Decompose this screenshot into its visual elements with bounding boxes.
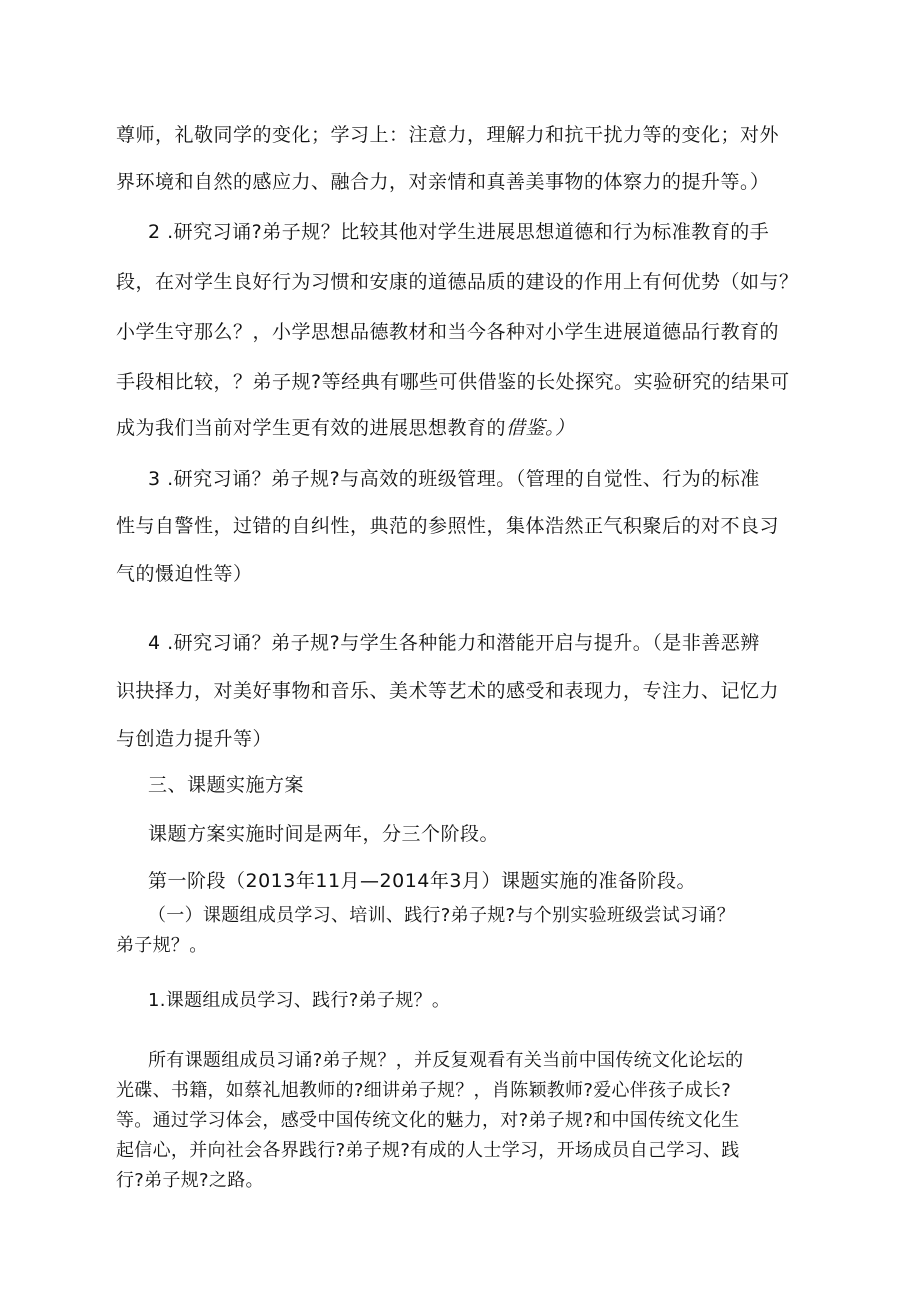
section-heading: 三、课题实施方案	[148, 774, 305, 796]
subheading-line: 1.课题组成员学习、践行?弟子规？。	[148, 990, 451, 1011]
paragraph-line: 等。通过学习体会，感受中国传统文化的魅力，对?弟子规?和中国传统文化生	[116, 1110, 740, 1131]
paragraph-line: 所有课题组成员习诵?弟子规？，并反复观看有关当前中国传统文化论坛的	[148, 1050, 744, 1071]
paragraph-line: 4 .研究习诵？弟子规?与学生各种能力和潜能开启与提升。（是非善恶辨	[148, 632, 760, 654]
paragraph-line: 课题方案实施时间是两年，分三个阶段。	[148, 823, 500, 845]
paragraph-line: 手段相比较，？弟子规?等经典有哪些可供借鉴的长处探究。实验研究的结果可	[116, 371, 790, 393]
paragraph-line: 光碟、书籍，如蔡礼旭教师的?细讲弟子规？，肖陈颖教师?爱心伴孩子成长?	[116, 1080, 732, 1101]
paragraph-line	[116, 414, 575, 442]
paragraph-line: 2 .研究习诵?弟子规？比较其他对学生进展思想道德和行为标准教育的手	[148, 221, 770, 243]
paragraph-line: 尊师，礼敬同学的变化；学习上：注意力，理解力和抗干扰力等的变化；对外	[116, 124, 780, 146]
subheading-line: （一）课题组成员学习、培训、践行?弟子规?与个别实验班级尝试习诵？	[148, 905, 736, 926]
subheading-line: 弟子规？。	[116, 935, 208, 956]
italic-text: 借鉴。）	[506, 417, 575, 439]
paragraph-line: 第一阶段（2013年11月—2014年3月）课题实施的准备阶段。	[148, 870, 696, 892]
paragraph-line: 起信心，并向社会各界践行?弟子规?有成的人士学习，开场成员自己学习、践	[116, 1140, 740, 1161]
paragraph-line: 小学生守那么？，小学思想品德教材和当今各种对小学生进展道德品行教育的	[116, 321, 780, 343]
paragraph-line: 识抉择力，对美好事物和音乐、美术等艺术的感受和表现力，专注力、记忆力	[116, 680, 780, 702]
paragraph-line: 与创造力提升等）	[116, 728, 273, 750]
paragraph-text: 成为我们当前对学生更有效的进展思想教育的	[116, 417, 507, 439]
paragraph-line: 界环境和自然的感应力、融合力，对亲情和真善美事物的体察力的提升等。）	[116, 171, 770, 193]
paragraph-line: 气的慑迫性等）	[116, 563, 253, 585]
paragraph-line: 性与自警性，过错的自纠性，典范的参照性，集体浩然正气积聚后的对不良习	[116, 515, 780, 537]
paragraph-line: 3 .研究习诵？弟子规?与高效的班级管理。（管理的自觉性、行为的标准	[148, 468, 760, 490]
paragraph-line: 段，在对学生良好行为习惯和安康的道德品质的建设的作用上有何优势（如与？	[116, 271, 799, 293]
paragraph-line: 行?弟子规?之路。	[116, 1170, 264, 1191]
